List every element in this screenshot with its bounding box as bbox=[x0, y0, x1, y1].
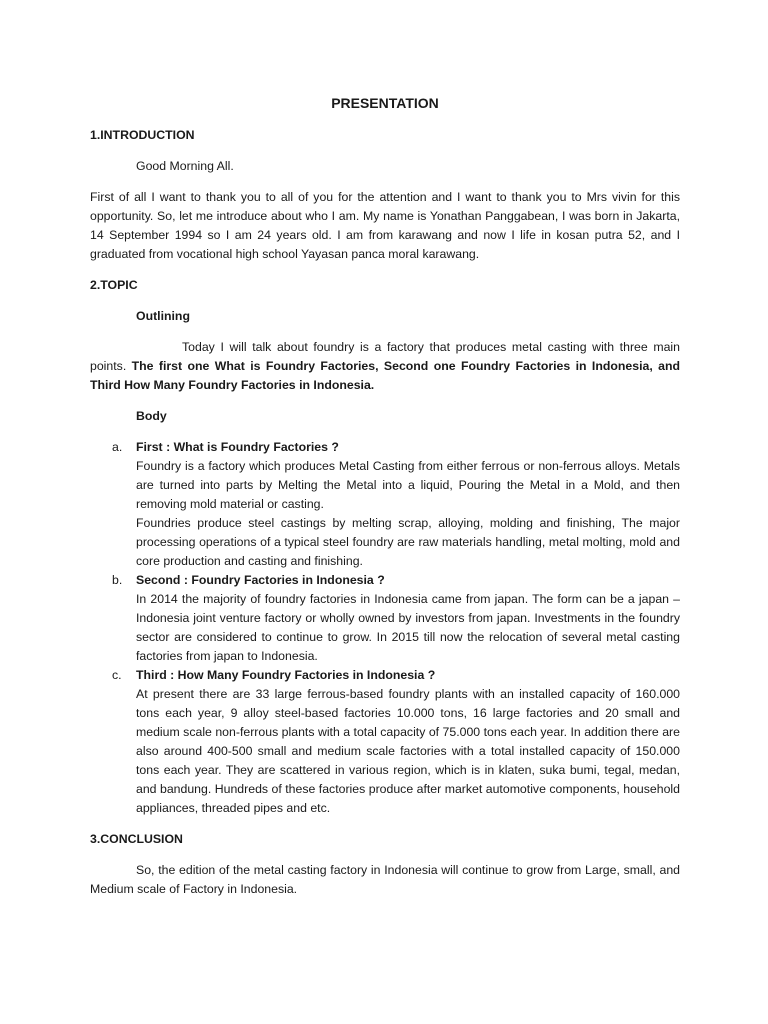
conclusion-text: So, the edition of the metal casting factory in Indonesia will continue to grow from Large, small, and Medium scale of Factory in Indonesia. bbox=[90, 863, 680, 896]
list-item-paragraph: At present there are 33 large ferrous-based foundry plants with an installed capacity of 160.000 tons each year, 9 alloy steel-based factories 10.000 tons, 16 large factories and 20 small and medium scale non-ferrous plants with a total capacity of 75.000 tons each year. In addition there are also around 400-500 small and medium scale factories with a total installed capacity of 150.000 tons each year. They are scattered in various region, which is in klaten, suka bumi, tegal, medan, and bandung. Hundreds of these factories produce after market automotive components, household appliances, threaded pipes and etc. bbox=[136, 687, 680, 815]
list-item-c bbox=[90, 666, 680, 818]
introduction-paragraph: First of all I want to thank you to all of you for the attention and I want to thank you to Mrs vivin for this opportunity. So, let me introduce about who I am. My name is Yonathan Panggabean, I was born in Jakarta, 14 September 1994 so I am 24 years old. I am from karawang and now I life in kosan putra 52, and I graduated from vocational high school Yayasan panca moral karawang. bbox=[90, 190, 680, 261]
section-heading-topic: 2.TOPIC bbox=[90, 278, 138, 292]
list-item-body bbox=[136, 685, 680, 818]
list-marker: a. bbox=[112, 440, 123, 454]
section-heading-conclusion: 3.CONCLUSION bbox=[90, 832, 183, 846]
list-item-title: First : What is Foundry Factories ? bbox=[136, 440, 339, 454]
list-item-a bbox=[90, 438, 680, 571]
list-marker: c. bbox=[112, 668, 122, 682]
outlining-text-bold: The first one What is Foundry Factories, Second one Foundry Factories in Indonesia, and Third How Many Foundry Factories in Indonesia. bbox=[90, 359, 680, 392]
document-page bbox=[90, 92, 680, 911]
list-item-title: Third : How Many Foundry Factories in Indonesia ? bbox=[136, 668, 436, 682]
list-item-paragraph: In 2014 the majority of foundry factories in Indonesia came from japan. The form can be a japan – Indonesia joint venture factory or wholly owned by investors from japan. Investments in the foundry sector are considered to continue to grow. In 2015 till now the relocation of several metal casting factories from japan to Indonesia. bbox=[136, 592, 680, 663]
body-label: Body bbox=[136, 409, 167, 423]
conclusion-paragraph bbox=[90, 861, 680, 899]
list-item-paragraph: Foundries produce steel castings by melting scrap, alloying, molding and finishing, The major processing operations of a typical steel foundry are raw materials handling, metal molting, mold and core production and casting and finishing. bbox=[136, 516, 680, 568]
list-item-body bbox=[136, 590, 680, 666]
body-list bbox=[90, 438, 680, 818]
list-item-title: Second : Foundry Factories in Indonesia ? bbox=[136, 573, 385, 587]
greeting-text: Good Morning All. bbox=[136, 159, 234, 173]
list-item-body bbox=[136, 457, 680, 571]
section-heading-introduction: 1.INTRODUCTION bbox=[90, 128, 195, 142]
outlining-paragraph bbox=[90, 338, 680, 395]
document-title: PRESENTATION bbox=[331, 95, 439, 111]
list-item-b bbox=[90, 571, 680, 666]
list-item-paragraph: Foundry is a factory which produces Metal Casting from either ferrous or non-ferrous alloys. Metals are turned into parts by Melting the Metal into a liquid, Pouring the Metal in a Mold, and then removing mold material or casting. bbox=[136, 459, 680, 511]
outlining-label: Outlining bbox=[136, 309, 190, 323]
list-marker: b. bbox=[112, 573, 123, 587]
outlining-text-regular: Today I will talk about foundry is a factory that produces metal casting with three main points. bbox=[90, 340, 680, 373]
